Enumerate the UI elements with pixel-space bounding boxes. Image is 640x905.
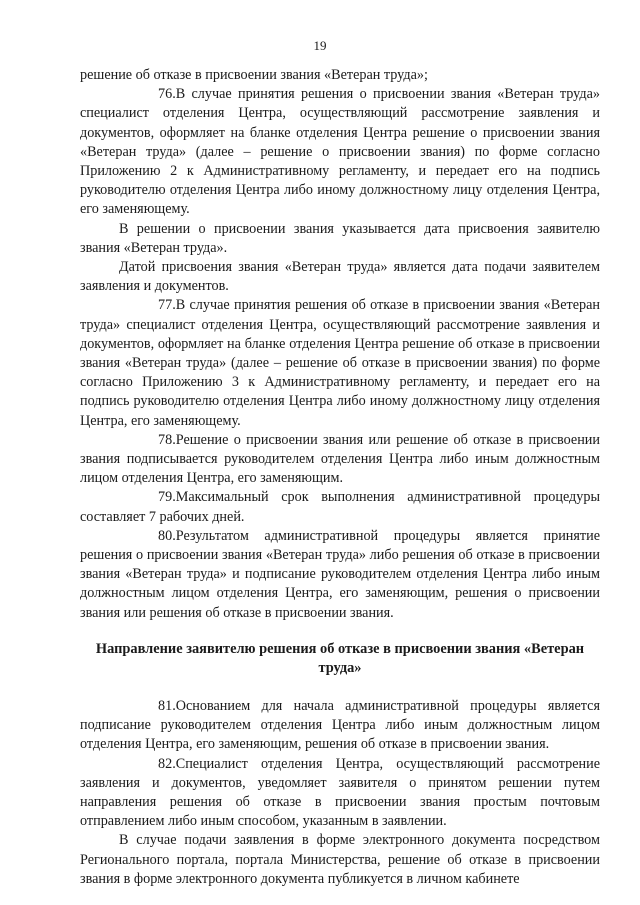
paragraph	[80, 488, 600, 526]
document-body	[80, 66, 600, 889]
paragraph-text: В решении о присвоении звания указывается дата присвоения заявителю звания «Ветеран труда».	[80, 220, 600, 256]
paragraph	[80, 85, 600, 219]
page-number: 19	[313, 38, 327, 53]
paragraph-text: Специалист отделения Центра, осуществляющий рассмотрение заявления и документов, уведомляет заявителя о принятом решении путем направления решения об отказе в присвоении звания простым почтовым отправлением либо иным способом, указанным в заявлении.	[80, 755, 600, 830]
paragraph	[80, 697, 600, 755]
paragraph-number: 82.	[158, 755, 176, 772]
paragraph-text: В случае принятия решения об отказе в присвоении звания «Ветеран труда» специалист отделения Центра, осуществляющий рассмотрение заявления и документов, оформляет на бланке отделения Центра решение об отказе в присвоении звания «Ветеран труда» (далее – решение об отказе в присвоении звания) по форме согласно Приложению 3 к Административному регламенту, и передает его на подпись руководителю отделения Центра либо иному должностному лицу отделения Центра, его заменяющему.	[80, 297, 600, 429]
paragraph-number: 78.	[158, 431, 176, 448]
paragraph-number: 80.	[158, 527, 176, 544]
paragraph-text: Датой присвоения звания «Ветеран труда» является дата подачи заявителем заявления и документов.	[80, 259, 600, 295]
paragraph	[80, 258, 600, 296]
paragraph-text: Основанием для начала административной процедуры является подписание руководителем отделения Центра либо иным должностным лицом отделения Центра, его заменяющим, решения об отказе в присвоении звания.	[80, 697, 600, 753]
paragraph	[80, 296, 600, 430]
paragraph-text: Решение о присвоении звания или решение об отказе в присвоении звания подписывается руководителем отделения Центра либо иным должностным лицом отделения Центра, его заменяющим.	[80, 431, 600, 487]
paragraph-number: 79.	[158, 489, 176, 506]
paragraphs-before-heading	[80, 66, 600, 623]
paragraph-text: В случае подачи заявления в форме электронного документа посредством Регионального портала, портала Министерства, решение об отказе в присвоении звания в форме электронного документа публикуется в личном кабинете	[80, 832, 600, 887]
section-heading: Направление заявителю решения об отказе в присвоении звания «Ветеран труда»	[95, 640, 585, 677]
paragraph-text: В случае принятия решения о присвоении звания «Ветеран труда» специалист отделения Центра, осуществляющий рассмотрение заявления и документов, оформляет на бланке отделения Центра решение о присвоении звания «Ветеран труда» (далее – решение о присвоении звания) по форме согласно Приложению 2 к Административному регламенту, и передает его на подпись руководителю отделения Центра либо иному должностному лицу отделения Центра, его заменяющему.	[80, 86, 600, 218]
paragraph-text: Максимальный срок выполнения административной процедуры составляет 7 рабочих дней.	[80, 489, 600, 525]
paragraph	[80, 831, 600, 889]
paragraph-number: 81.	[158, 697, 176, 714]
paragraph	[80, 66, 600, 85]
paragraphs-after-heading	[80, 697, 600, 889]
paragraph	[80, 527, 600, 623]
paragraph	[80, 220, 600, 258]
paragraph-number: 77.	[158, 297, 176, 314]
paragraph-text: решение об отказе в присвоении звания «Ветеран труда»;	[80, 67, 428, 83]
paragraph-text: Результатом административной процедуры является принятие решения о присвоении звания «Ветеран труда» либо решения об отказе в присвоении звания «Ветеран труда» и подписание руководителем отделения Центра либо иным должностным лицом отделения Центра, его заменяющим, решения о присвоении звания или решения об отказе в присвоении звания.	[80, 527, 600, 621]
paragraph	[80, 755, 600, 832]
paragraph	[80, 431, 600, 489]
paragraph-number: 76.	[158, 86, 176, 103]
